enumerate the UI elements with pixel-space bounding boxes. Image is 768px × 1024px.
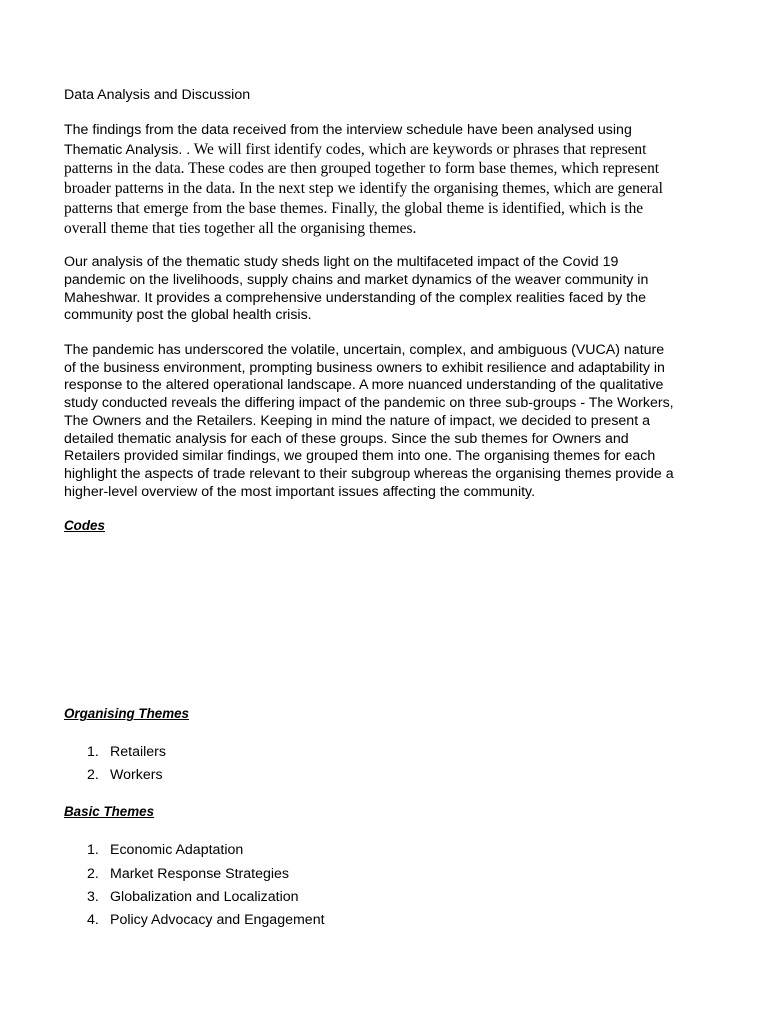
list-item-number: 2. <box>87 767 99 784</box>
document-page <box>64 86 678 935</box>
organising-themes-list <box>64 743 678 784</box>
list-item-label: Market Response Strategies <box>110 865 290 882</box>
list-item-number: 4. <box>87 912 99 929</box>
list-item-label: Economic Adaptation <box>110 842 244 859</box>
paragraph-impact-overview: Our analysis of the thematic study sheds light on the multifaceted impact of the Covid 19 pandemic on the livelihoods, supply chains and market dynamics of the weaver community in Maheshwar. It provides a comprehensive understanding of the complex realities faced by the community post the global health crisis. <box>64 254 649 324</box>
list-item <box>64 911 678 929</box>
list-item-number: 2. <box>87 865 99 882</box>
list-item-number: 3. <box>87 888 99 905</box>
paragraph-thematic-method <box>64 121 678 238</box>
paragraph-thematic-method-rest: We will first identify codes, which are keywords or phrases that represent patterns in the data. These codes are then grouped together to form base themes, which represent broader patterns in the data. In the next step we identify the organising themes, which are general patterns that emerge from the base themes. Finally, the global theme is identified, which is the overall theme that ties together all the organising themes. <box>64 140 663 237</box>
list-item-label: Workers <box>110 767 163 784</box>
list-item <box>64 743 678 761</box>
paragraph-vuca-subgroups: The pandemic has underscored the volatile, uncertain, complex, and ambiguous (VUCA) nature of the business environment, prompting business owners to exhibit resilience and adaptability in response to the altered operational landscape. A more nuanced understanding of the qualitative study conducted reveals the differing impact of the pandemic on three sub-groups - The Workers, The Owners and the Retailers. Keeping in mind the nature of impact, we decided to present a detailed thematic analysis for each of these groups. Since the sub themes for Owners and Retailers provided similar findings, we grouped them into one. The organising themes for each highlight the aspects of trade relevant to their subgroup whereas the organising themes provide a higher-level overview of the most important issues affecting the community. <box>64 342 674 500</box>
document-title: Data Analysis and Discussion <box>64 87 251 103</box>
list-item <box>64 865 678 883</box>
basic-themes-heading: Basic Themes <box>64 804 155 820</box>
list-item-number: 1. <box>87 744 99 761</box>
list-item <box>64 888 678 906</box>
list-item-label: Policy Advocacy and Engagement <box>110 912 325 929</box>
organising-themes-heading: Organising Themes <box>64 706 190 722</box>
list-item-number: 1. <box>87 842 99 859</box>
basic-themes-list <box>64 841 678 929</box>
codes-section-blank <box>64 535 678 705</box>
list-item-label: Retailers <box>110 744 166 761</box>
paragraph-thematic-method-lead: The findings from the data received from the interview schedule have been analysed using Thematic Analysis. . <box>64 122 632 158</box>
list-item <box>64 841 678 859</box>
list-item-label: Globalization and Localization <box>110 888 299 905</box>
list-item <box>64 766 678 784</box>
codes-heading: Codes <box>64 518 105 534</box>
